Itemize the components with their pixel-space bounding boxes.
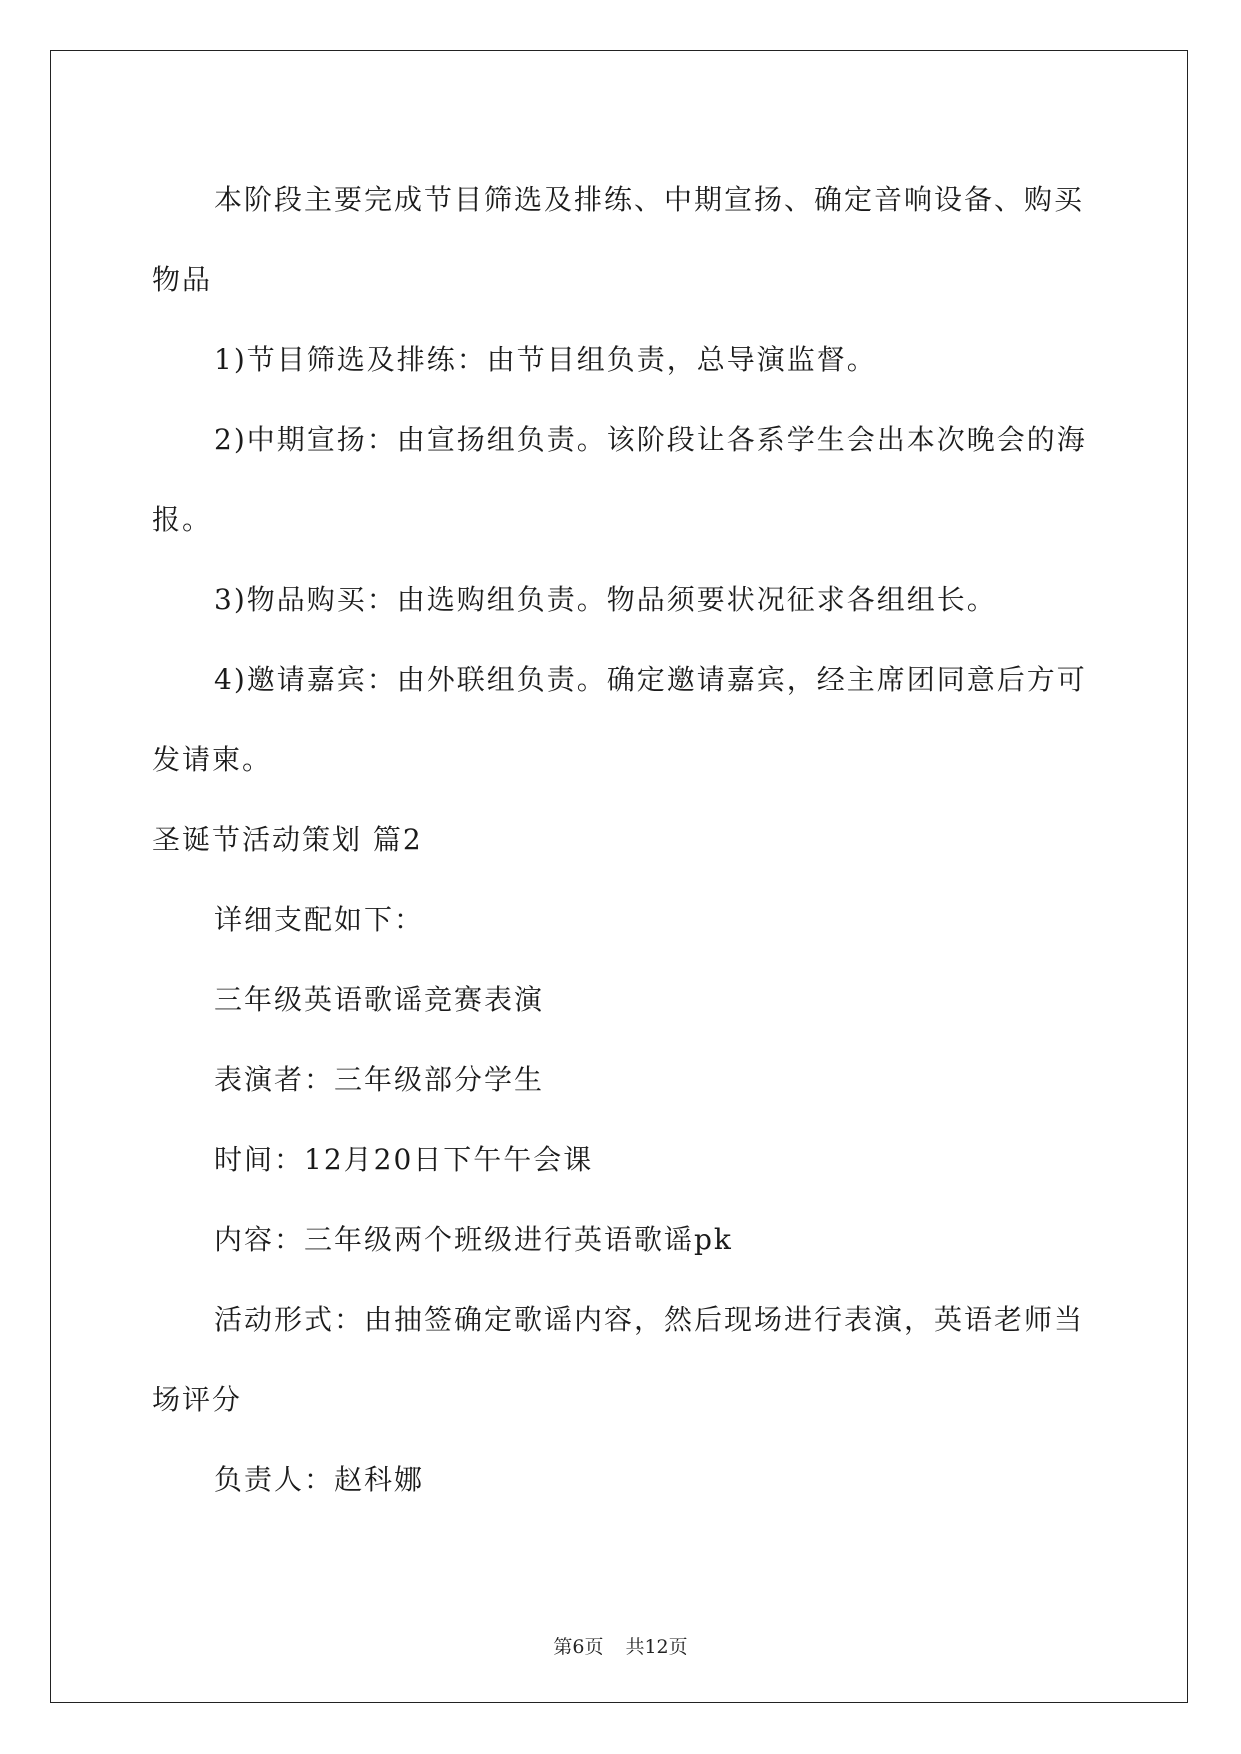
page-number-current: 第6页 (553, 1636, 604, 1658)
paragraph: 3)物品购买：由选购组负责。物品须要状况征求各组组长。 (214, 583, 997, 616)
paragraph: 负责人：赵科娜 (214, 1463, 425, 1496)
paragraph: 三年级英语歌谣竞赛表演 (214, 983, 545, 1016)
paragraph: 4)邀请嘉宾：由外联组负责。确定邀请嘉宾，经主席团同意后方可发请柬。 (152, 663, 1087, 776)
paragraph: 本阶段主要完成节目筛选及排练、中期宣扬、确定音响设备、购买物品 (152, 183, 1085, 296)
paragraph: 1)节目筛选及排练：由节目组负责，总导演监督。 (214, 343, 877, 376)
paragraph: 表演者：三年级部分学生 (214, 1063, 545, 1096)
paragraph: 内容：三年级两个班级进行英语歌谣pk (214, 1223, 733, 1256)
paragraph: 活动形式：由抽签确定歌谣内容，然后现场进行表演，英语老师当场评分 (152, 1303, 1085, 1416)
page-number-total: 共12页 (625, 1636, 688, 1658)
paragraph: 详细支配如下： (214, 903, 425, 936)
document-body (152, 160, 1088, 1520)
section-heading: 圣诞节活动策划 篇2 (152, 823, 423, 856)
paragraph: 时间：12月20日下午午会课 (214, 1143, 594, 1176)
paragraph: 2)中期宣扬：由宣扬组负责。该阶段让各系学生会出本次晚会的海报。 (152, 423, 1087, 536)
page-footer (0, 1632, 1241, 1659)
